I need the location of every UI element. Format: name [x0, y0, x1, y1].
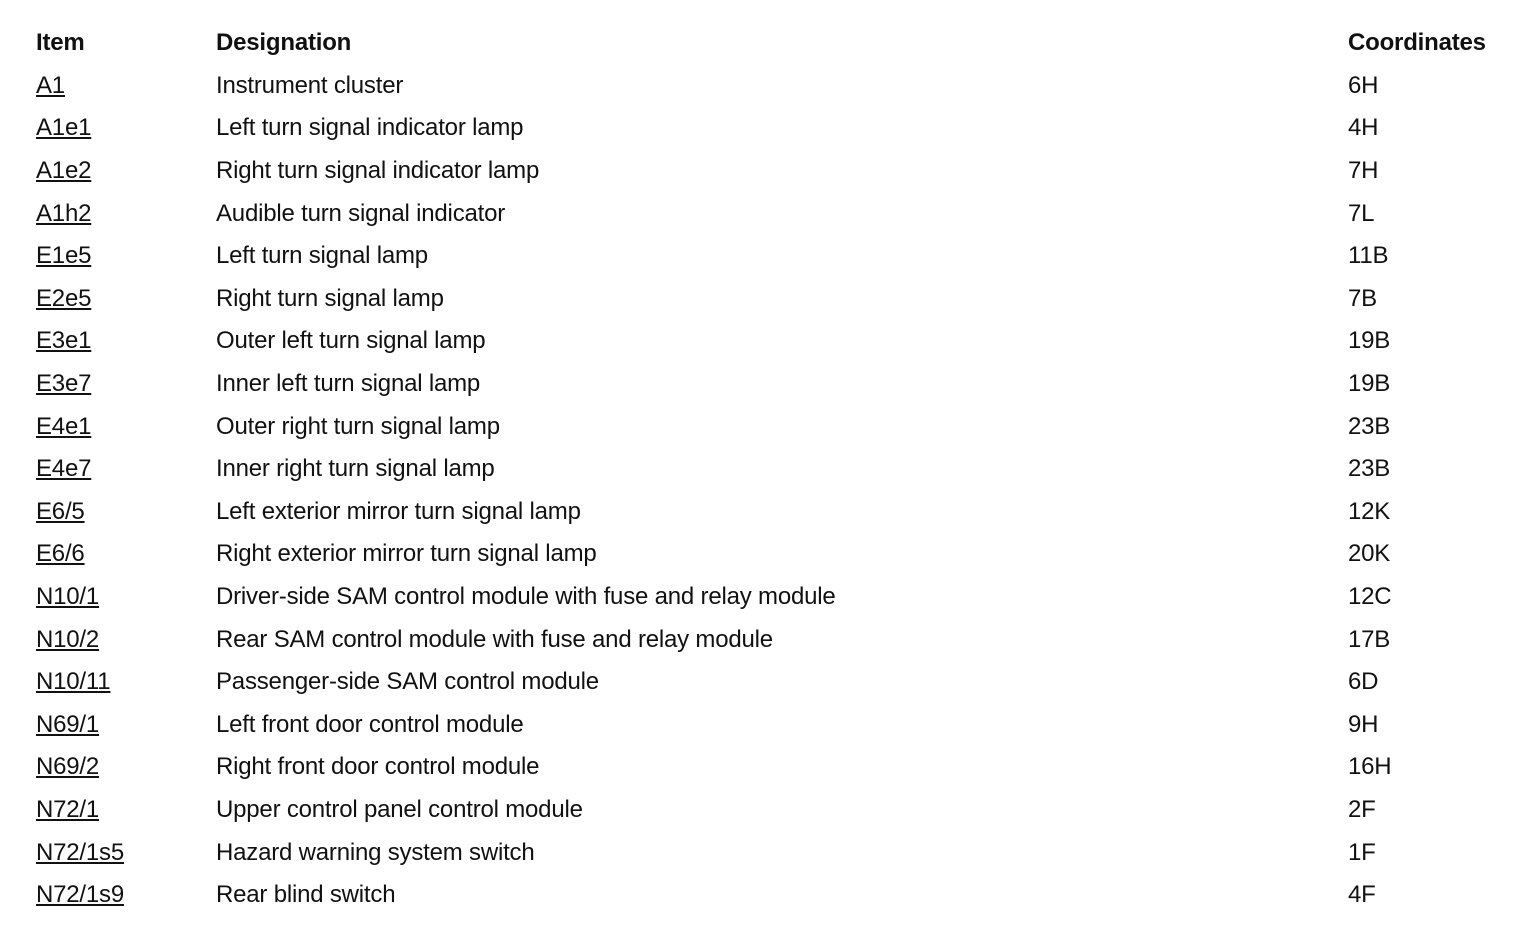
- coordinates-cell: 7H: [1348, 157, 1379, 185]
- item-link[interactable]: E6/5: [36, 497, 85, 525]
- coordinates-cell: 6D: [1348, 668, 1379, 696]
- coordinates-cell: 23B: [1348, 412, 1391, 440]
- item-link[interactable]: A1: [36, 71, 65, 99]
- item-link[interactable]: E2e5: [36, 284, 92, 312]
- coordinates-cell: 9H: [1348, 710, 1379, 738]
- designation-cell: Left exterior mirror turn signal lamp: [216, 497, 581, 525]
- item-link[interactable]: N72/1s9: [36, 881, 124, 909]
- table-row: [36, 278, 1506, 321]
- item-link[interactable]: E3e7: [36, 370, 92, 398]
- designation-cell: Instrument cluster: [216, 71, 404, 99]
- designation-cell: Inner right turn signal lamp: [216, 455, 495, 483]
- table-row: [36, 576, 1506, 619]
- designation-cell: Driver-side SAM control module with fuse and relay module: [216, 583, 836, 611]
- item-cell: [36, 157, 216, 185]
- item-cell: [36, 668, 216, 696]
- coordinates-cell: 12K: [1348, 497, 1391, 525]
- item-cell: [36, 626, 216, 654]
- designation-cell: Rear SAM control module with fuse and relay module: [216, 625, 773, 653]
- item-link[interactable]: A1e1: [36, 114, 92, 142]
- item-link[interactable]: E3e1: [36, 327, 92, 355]
- item-link[interactable]: N72/1s5: [36, 838, 124, 866]
- designation-cell: Passenger-side SAM control module: [216, 668, 599, 696]
- table-row: [36, 661, 1506, 704]
- item-link[interactable]: N72/1: [36, 795, 100, 823]
- designation-cell: Inner left turn signal lamp: [216, 370, 481, 398]
- coordinates-cell: 4H: [1348, 114, 1379, 142]
- coordinates-cell: 7B: [1348, 284, 1377, 312]
- coordinates-cell: 19B: [1348, 327, 1391, 355]
- item-link[interactable]: E6/6: [36, 540, 85, 568]
- item-cell: [36, 839, 216, 867]
- coordinates-cell: 6H: [1348, 71, 1379, 99]
- item-link[interactable]: E4e1: [36, 412, 92, 440]
- item-link[interactable]: A1h2: [36, 199, 92, 227]
- designation-cell: Right turn signal indicator lamp: [216, 157, 540, 185]
- coordinates-cell: 7L: [1348, 199, 1375, 227]
- item-cell: [36, 540, 216, 568]
- table-row: [36, 874, 1506, 917]
- item-link[interactable]: E1e5: [36, 242, 92, 270]
- coordinates-cell: 2F: [1348, 795, 1376, 823]
- item-link[interactable]: N69/2: [36, 753, 100, 781]
- table-row: [36, 107, 1506, 150]
- table-row: [36, 789, 1506, 832]
- table-row: [36, 704, 1506, 747]
- coordinates-cell: 4F: [1348, 881, 1376, 909]
- designation-cell: Left turn signal indicator lamp: [216, 114, 524, 142]
- coordinates-cell: 19B: [1348, 370, 1391, 398]
- table-row: [36, 65, 1506, 108]
- item-cell: [36, 370, 216, 398]
- item-link[interactable]: N10/2: [36, 625, 100, 653]
- coordinates-cell: 23B: [1348, 455, 1391, 483]
- table-row: [36, 831, 1506, 874]
- table-row: [36, 618, 1506, 661]
- table-header-row: [36, 22, 1506, 65]
- designation-cell: Right exterior mirror turn signal lamp: [216, 540, 597, 568]
- table-row: [36, 533, 1506, 576]
- coordinates-cell: 11B: [1348, 242, 1389, 270]
- table-row: [36, 448, 1506, 491]
- table-body: [36, 65, 1506, 917]
- column-header-coordinates: Coordinates: [1348, 29, 1486, 57]
- designation-cell: Left turn signal lamp: [216, 242, 428, 270]
- table-row: [36, 150, 1506, 193]
- table-row: [36, 746, 1506, 789]
- item-cell: [36, 796, 216, 824]
- table-row: [36, 320, 1506, 363]
- item-cell: [36, 881, 216, 909]
- item-cell: [36, 711, 216, 739]
- item-cell: [36, 753, 216, 781]
- item-cell: [36, 72, 216, 100]
- column-header-designation: Designation: [216, 29, 352, 57]
- item-cell: [36, 413, 216, 441]
- item-link[interactable]: N10/1: [36, 583, 100, 611]
- coordinates-cell: 17B: [1348, 625, 1391, 653]
- component-legend-table: [36, 22, 1506, 916]
- designation-cell: Outer right turn signal lamp: [216, 412, 500, 440]
- table-row: [36, 235, 1506, 278]
- designation-cell: Outer left turn signal lamp: [216, 327, 486, 355]
- column-header-item: Item: [36, 29, 85, 57]
- item-cell: [36, 200, 216, 228]
- item-link[interactable]: N69/1: [36, 710, 100, 738]
- item-cell: [36, 583, 216, 611]
- designation-cell: Rear blind switch: [216, 881, 396, 909]
- designation-cell: Right turn signal lamp: [216, 284, 444, 312]
- item-link[interactable]: N10/11: [36, 668, 111, 696]
- item-cell: [36, 285, 216, 313]
- table-row: [36, 363, 1506, 406]
- table-row: [36, 491, 1506, 534]
- designation-cell: Left front door control module: [216, 710, 524, 738]
- coordinates-cell: 20K: [1348, 540, 1391, 568]
- table-row: [36, 192, 1506, 235]
- coordinates-cell: 1F: [1348, 838, 1376, 866]
- item-cell: [36, 455, 216, 483]
- table-row: [36, 405, 1506, 448]
- item-cell: [36, 498, 216, 526]
- item-cell: [36, 327, 216, 355]
- item-link[interactable]: E4e7: [36, 455, 92, 483]
- designation-cell: Audible turn signal indicator: [216, 199, 506, 227]
- coordinates-cell: 16H: [1348, 753, 1392, 781]
- item-cell: [36, 242, 216, 270]
- item-cell: [36, 114, 216, 142]
- coordinates-cell: 12C: [1348, 583, 1392, 611]
- designation-cell: Upper control panel control module: [216, 795, 583, 823]
- designation-cell: Hazard warning system switch: [216, 838, 535, 866]
- designation-cell: Right front door control module: [216, 753, 540, 781]
- item-link[interactable]: A1e2: [36, 157, 92, 185]
